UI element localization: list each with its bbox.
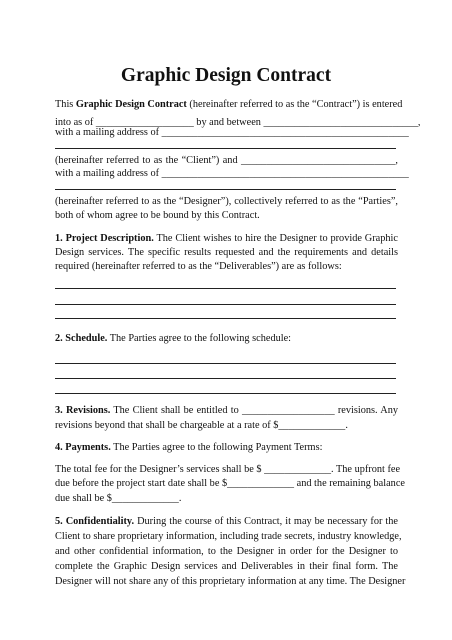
section-text: During the course of this Contract, it may be necessary for the [134, 516, 398, 527]
intro-line-6: (hereinafter referred to as the “Designer”), collectively referred to as the “Parties”, [55, 196, 398, 207]
blank-line [55, 378, 396, 379]
section-5-line-1 [55, 515, 398, 528]
section-1-line-1 [55, 232, 398, 245]
section-2-line-1 [55, 332, 398, 345]
blank-line [55, 393, 396, 394]
section-text: The Client wishes to hire the Designer to provide Graphic [153, 233, 398, 244]
section-1-line-2: Design services. The specific results requested and the requirements and details [55, 247, 398, 258]
section-4-line-1 [55, 441, 398, 454]
section-text: The Parties agree to the following schedule: [107, 333, 292, 344]
payment-line-3: due shall be $_____________. [55, 493, 182, 504]
section-1-heading: 1. Project Description. [55, 233, 154, 244]
section-5-heading: 5. Confidentiality. [55, 516, 135, 527]
blank-line [55, 318, 396, 319]
section-3-line-2: revisions beyond that shall be chargeable at a rate of $_____________. [55, 420, 348, 431]
intro-text: (hereinafter referred to as the “Contract”) is entered [186, 99, 403, 110]
blank-line [55, 288, 396, 289]
intro-line-1 [55, 98, 403, 111]
section-3-line-1 [55, 404, 398, 417]
blank-line [55, 363, 396, 364]
section-5-line-2: Client to share proprietary information, including trade secrets, industry knowledge, [55, 531, 402, 542]
intro-line-2: into as of ___________________ by and between ______________________________, [55, 117, 421, 128]
section-5-line-5: Designer will not share any of this proprietary information at any time. The Designer [55, 576, 406, 587]
blank-line [55, 148, 396, 149]
section-5-line-4: complete the Graphic Design services and Deliverables in their final form. The [55, 561, 398, 572]
section-text: The Client shall be entitled to __________________ revisions. Any [110, 405, 398, 416]
payment-line-2: due before the project start date shall be $_____________ and the remaining balance [55, 478, 405, 489]
section-1-line-3: required (hereinafter referred to as the “Deliverables”) are as follows: [55, 261, 342, 272]
section-text: The Parties agree to the following Payment Terms: [110, 442, 323, 453]
intro-line-5: with a mailing address of ________________________________________________ [55, 168, 409, 179]
intro-line-3: with a mailing address of ________________________________________________ [55, 127, 409, 138]
section-3-heading: 3. Revisions. [55, 405, 111, 416]
section-2-heading: 2. Schedule. [55, 333, 108, 344]
intro-text: This [55, 99, 76, 110]
intro-line-4: (hereinafter referred to as the “Client”) and ______________________________, [55, 155, 398, 166]
section-5-line-3: and other confidential information, to the Designer in order for the Designer to [55, 546, 398, 557]
contract-name: Graphic Design Contract [75, 99, 187, 110]
payment-line-1: The total fee for the Designer’s services shall be $ _____________. The upfront fee [55, 464, 401, 475]
section-4-heading: 4. Payments. [55, 442, 111, 453]
blank-line [55, 189, 396, 190]
document-title: Graphic Design Contract [120, 65, 332, 86]
blank-line [55, 304, 396, 305]
intro-line-7: both of whom agree to be bound by this Contract. [55, 210, 260, 221]
